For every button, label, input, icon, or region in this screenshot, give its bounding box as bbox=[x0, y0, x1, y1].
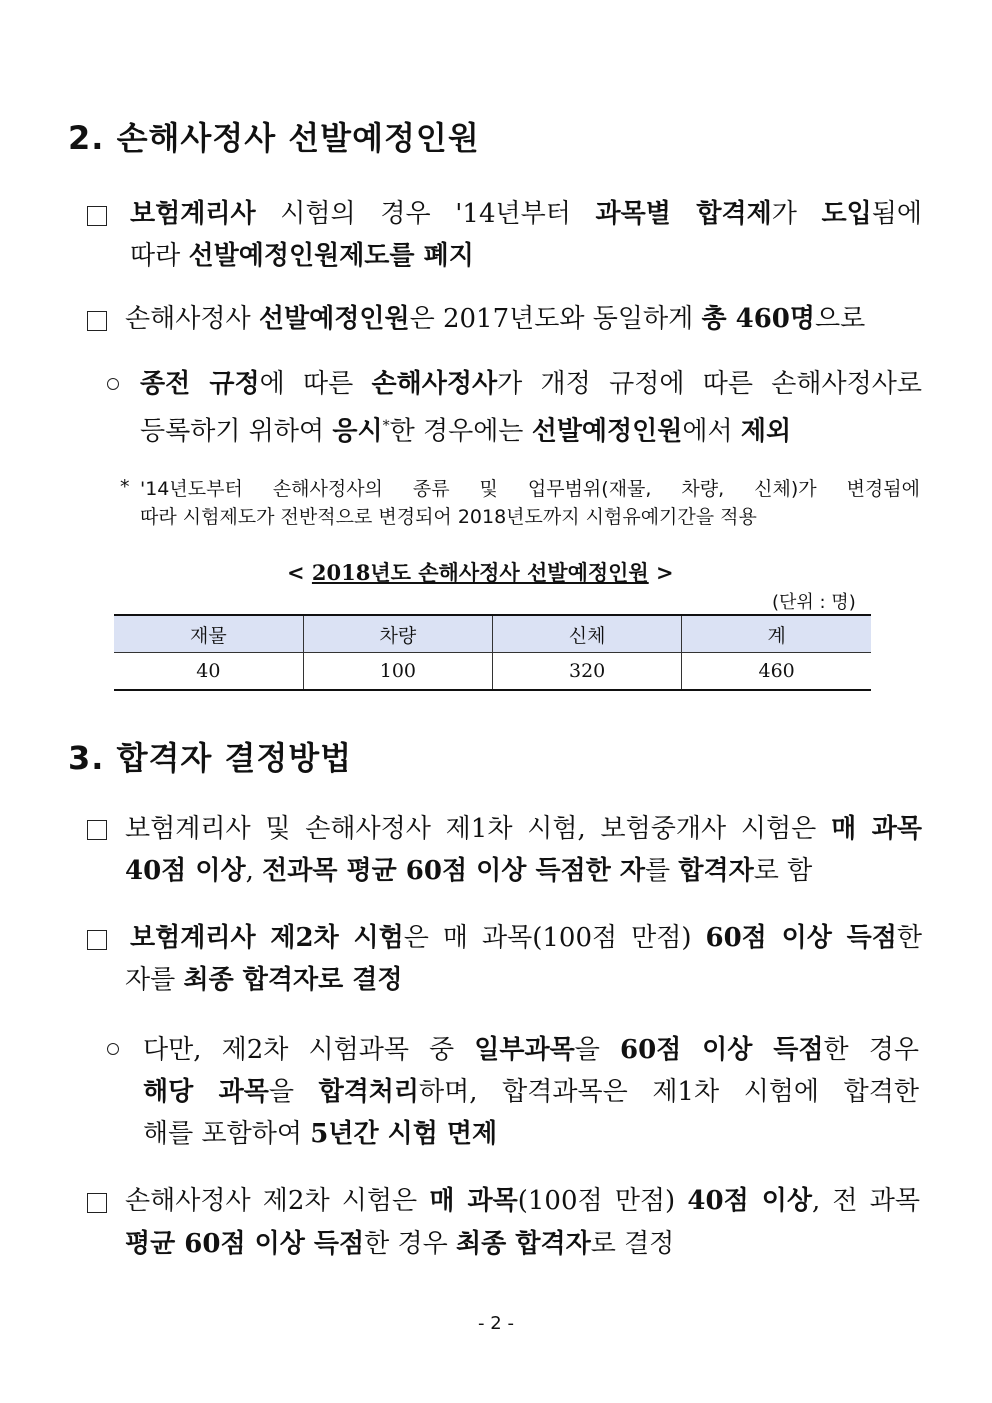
circle-bullet bbox=[107, 1043, 119, 1055]
table-cell: 40 bbox=[114, 653, 303, 691]
header-cell: 계 bbox=[682, 615, 871, 653]
header-cell: 재물 bbox=[114, 615, 303, 653]
table-cell: 460 bbox=[682, 653, 871, 691]
checkbox-bullet bbox=[87, 311, 107, 331]
footnote-line1: '14년도부터 손해사정사의 종류 및 업무범위(재물, 차량, 신체)가 변경됨에 bbox=[140, 478, 920, 500]
s2-p1-line2: 따라 선발예정인원제도를 폐지 bbox=[130, 241, 474, 271]
s3-p1-line2: 40점 이상, 전과목 평균 60점 이상 득점한 자를 합격자로 함 bbox=[125, 856, 813, 886]
s2-p1-line1: 보험계리사 시험의 경우 '14년부터 과목별 합격제가 도입됨에 bbox=[130, 199, 922, 229]
circle-bullet bbox=[107, 378, 119, 390]
s2-p3-line1: 종전 규정에 따른 손해사정사가 개정 규정에 따른 손해사정사로 bbox=[140, 369, 922, 399]
section-2-title: 2. 손해사정사 선발예정인원 bbox=[68, 119, 480, 157]
header-cell: 신체 bbox=[493, 615, 682, 653]
s3-p2-line1: 보험계리사 제2차 시험은 매 과목(100점 만점) 60점 이상 득점한 bbox=[130, 923, 922, 953]
checkbox-bullet bbox=[87, 930, 107, 950]
s2-p2-line1: 손해사정사 선발예정인원은 2017년도와 동일하게 총 460명으로 bbox=[125, 304, 866, 334]
table-header-row bbox=[114, 615, 871, 653]
table-caption: < 2018년도 손해사정사 선발예정인원 > bbox=[287, 560, 674, 585]
table-row bbox=[114, 653, 871, 691]
s3-p4-line1: 손해사정사 제2차 시험은 매 과목(100점 만점) 40점 이상, 전 과목 bbox=[125, 1186, 920, 1216]
table-cell: 100 bbox=[303, 653, 492, 691]
s3-p2-line2: 자를 최종 합격자로 결정 bbox=[125, 965, 403, 995]
page-number: - 2 - bbox=[478, 1313, 514, 1334]
footnote-mark: * bbox=[120, 476, 130, 498]
footnote-line2: 따라 시험제도가 전반적으로 변경되어 2018년도까지 시험유예기간을 적용 bbox=[140, 506, 757, 528]
section-3-title: 3. 합격자 결정방법 bbox=[68, 739, 353, 777]
s3-p3-line3: 해를 포함하여 5년간 시험 면제 bbox=[143, 1119, 498, 1149]
s2-p3-line2: 등록하기 위하여 응시*한 경우에는 선발예정인원에서 제외 bbox=[140, 416, 792, 447]
table-unit: (단위 : 명) bbox=[772, 592, 856, 613]
table-cell: 320 bbox=[493, 653, 682, 691]
selection-quota-table bbox=[114, 614, 871, 691]
checkbox-bullet bbox=[87, 206, 107, 226]
s3-p1-line1: 보험계리사 및 손해사정사 제1차 시험, 보험중개사 시험은 매 과목 bbox=[125, 814, 922, 844]
s3-p4-line2: 평균 60점 이상 득점한 경우 최종 합격자로 결정 bbox=[125, 1229, 675, 1259]
s3-p3-line1: 다만, 제2차 시험과목 중 일부과목을 60점 이상 득점한 경우 bbox=[143, 1035, 919, 1065]
checkbox-bullet bbox=[87, 1193, 107, 1213]
header-cell: 차량 bbox=[303, 615, 492, 653]
s3-p3-line2: 해당 과목을 합격처리하며, 합격과목은 제1차 시험에 합격한 bbox=[143, 1077, 919, 1107]
checkbox-bullet bbox=[87, 820, 107, 840]
